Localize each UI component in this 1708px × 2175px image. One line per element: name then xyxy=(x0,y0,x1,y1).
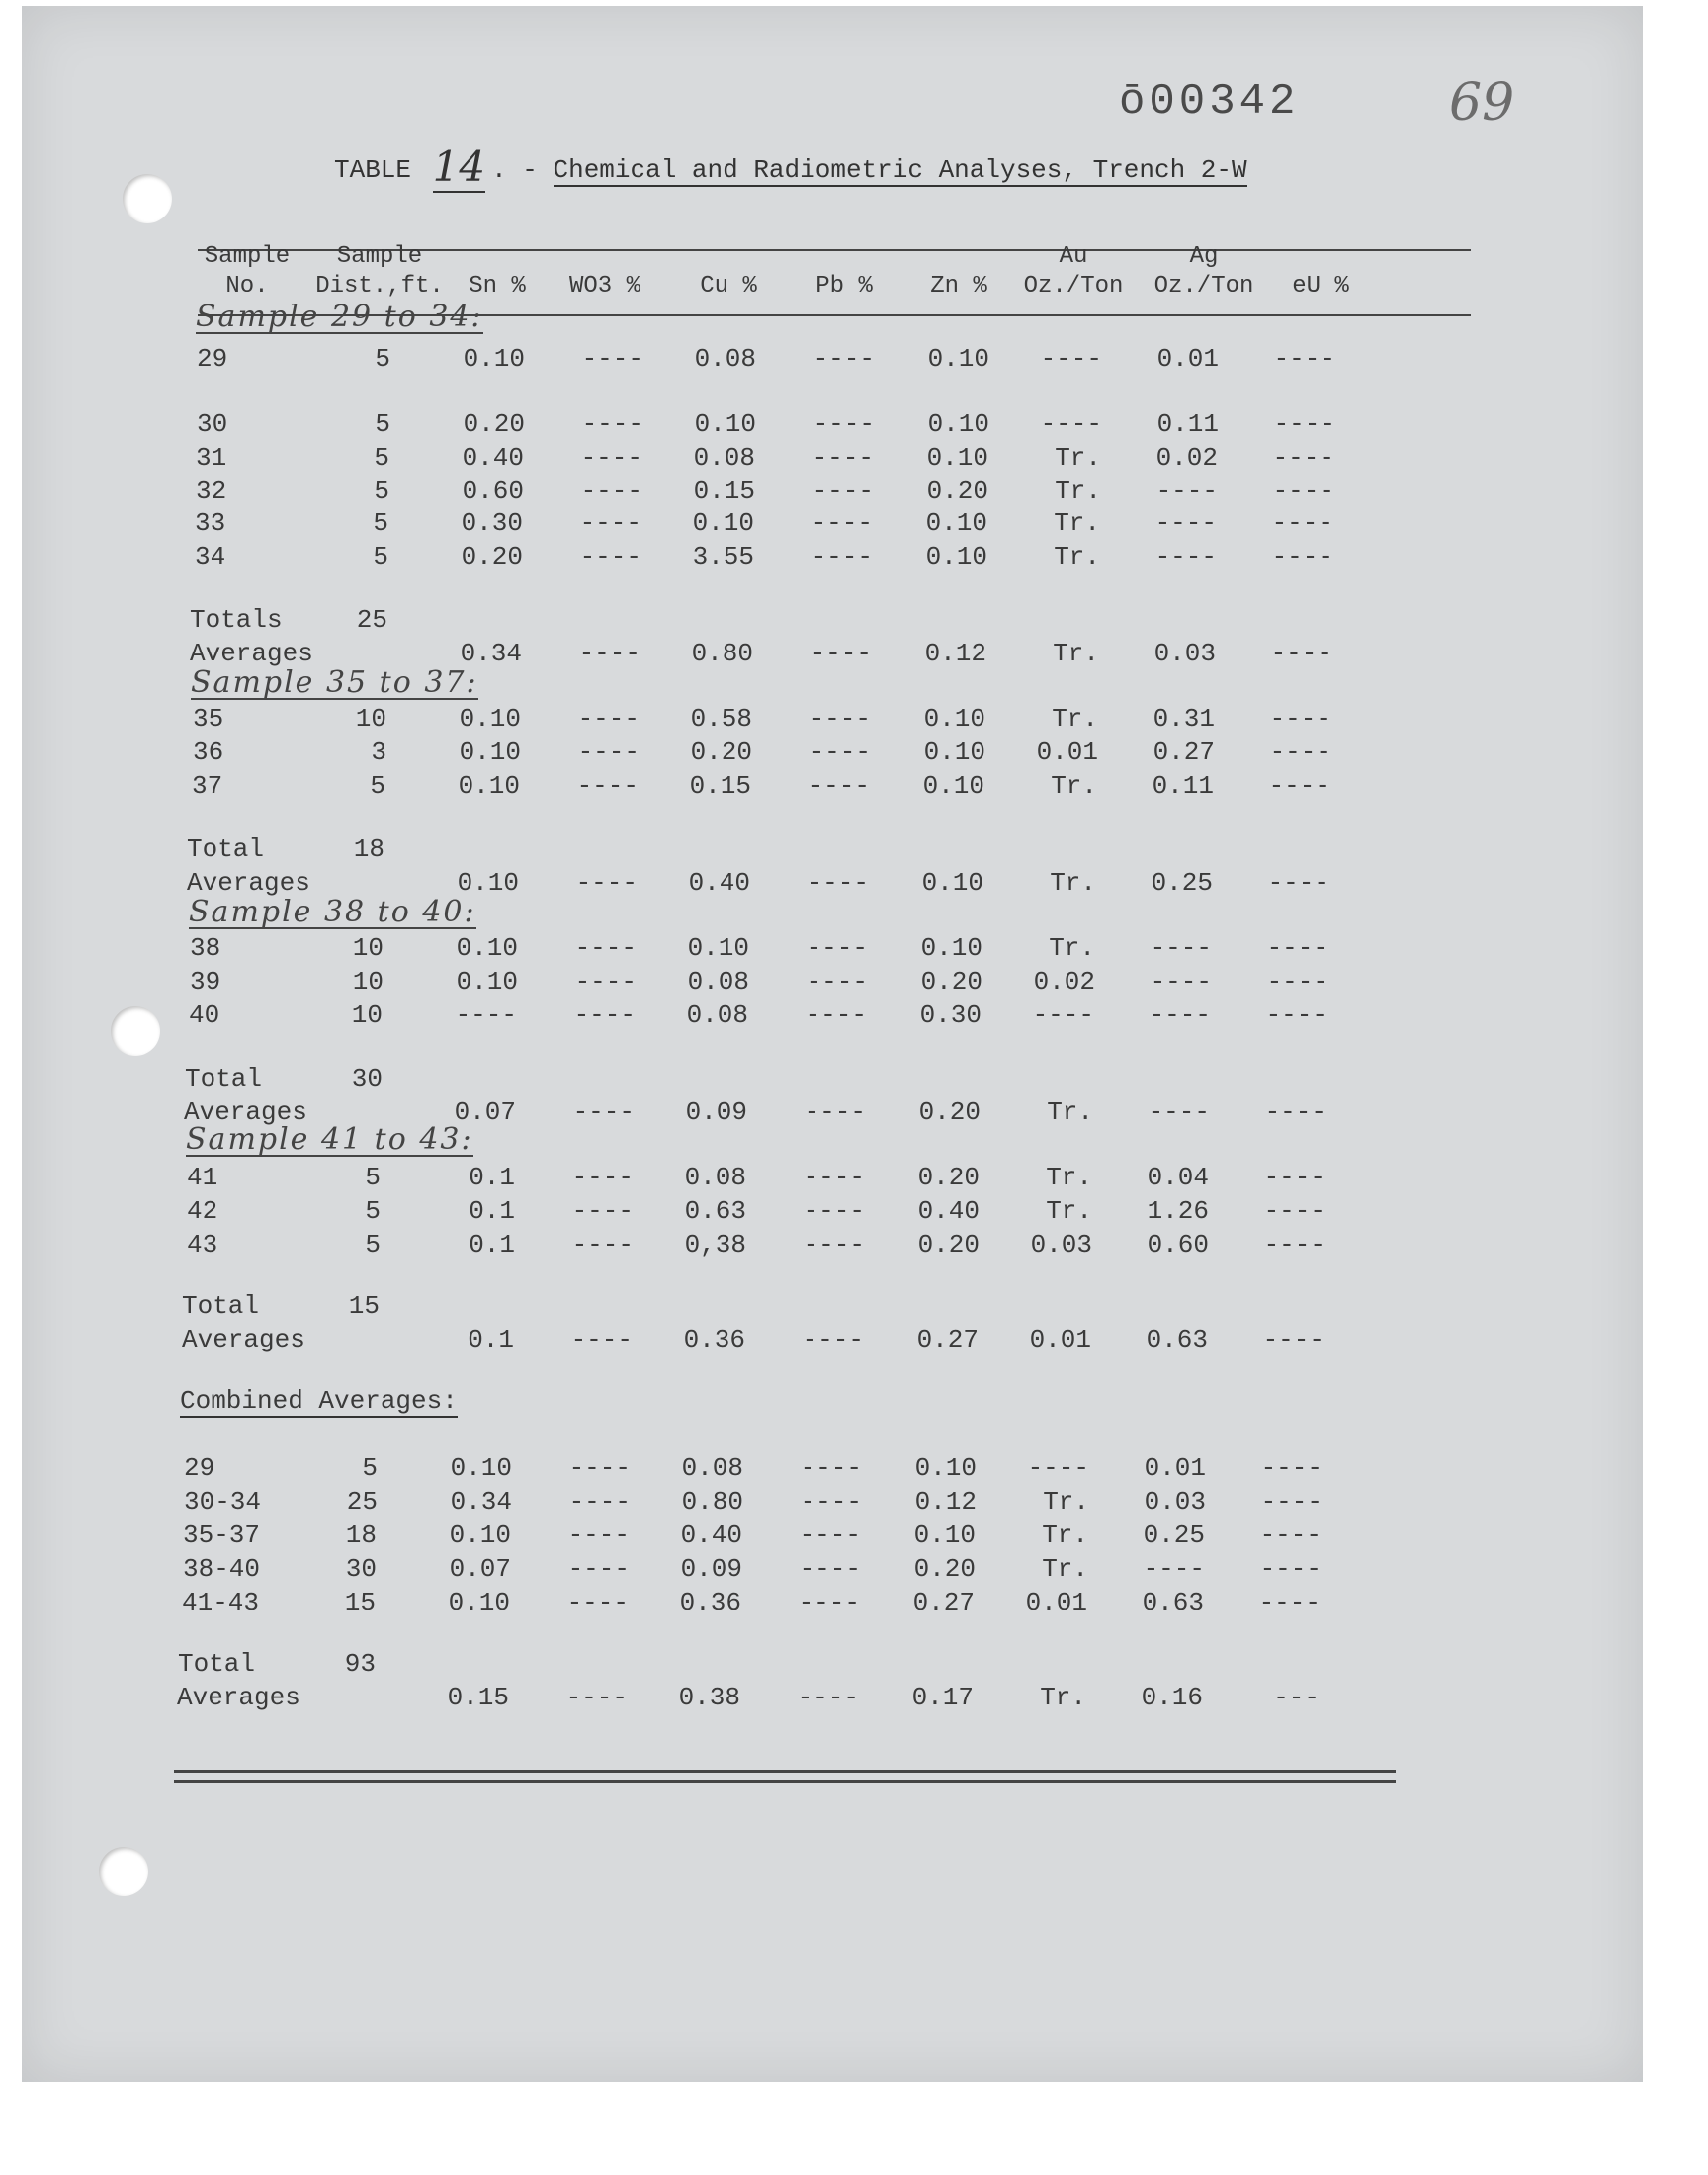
combined-row-cell: 18 xyxy=(345,1521,377,1550)
table-row-cell: 43 xyxy=(187,1230,218,1260)
average-cell: ---- xyxy=(1267,868,1329,898)
table-row-cell: ---- xyxy=(1266,933,1328,963)
average-cell: 0.38 xyxy=(678,1683,740,1712)
table-row-cell: 5 xyxy=(365,1196,381,1226)
table-row-cell: 0.08 xyxy=(693,443,755,473)
averages-label: Averages xyxy=(184,1097,307,1127)
table-row-cell: 0.20 xyxy=(926,477,988,506)
table-row-cell: 0.08 xyxy=(687,967,749,997)
average-cell: ---- xyxy=(1262,1325,1324,1354)
combined-row-cell: ---- xyxy=(567,1521,630,1550)
table-row-cell: ---- xyxy=(580,477,642,506)
table-row-cell: 10 xyxy=(352,933,384,963)
average-cell: ---- xyxy=(565,1683,628,1712)
combined-row-cell: 0.80 xyxy=(681,1487,743,1517)
table-number: 14 xyxy=(432,142,486,191)
table-row-cell: 0.10 xyxy=(922,771,984,801)
table-row-cell: 0.10 xyxy=(923,704,985,734)
table-row-cell: 32 xyxy=(196,477,227,506)
combined-row-cell: 0.10 xyxy=(450,1453,512,1483)
combined-row-cell: 0.03 xyxy=(1144,1487,1206,1517)
combined-row-cell: ---- xyxy=(1259,1554,1322,1584)
average-cell: ---- xyxy=(802,1325,864,1354)
average-cell: ---- xyxy=(804,1097,866,1127)
table-row-cell: 0.20 xyxy=(690,738,752,767)
combined-row-cell: 0.10 xyxy=(449,1521,511,1550)
average-cell: 0.10 xyxy=(457,868,519,898)
sample-group-heading: Sample 41 to 43: xyxy=(186,1122,473,1157)
table-row-cell: ---- xyxy=(1149,1000,1211,1030)
combined-row-cell: 0.09 xyxy=(680,1554,742,1584)
table-row-cell: ---- xyxy=(1263,1196,1325,1226)
combined-row-cell: ---- xyxy=(568,1487,631,1517)
combined-row-cell: 0.40 xyxy=(680,1521,742,1550)
table-row-cell: 0.10 xyxy=(687,933,749,963)
combined-row-cell: 0.01 xyxy=(1025,1588,1087,1617)
table-row-cell: ---- xyxy=(1273,409,1335,439)
average-cell: 0.34 xyxy=(460,639,522,668)
table-end-rule-1 xyxy=(174,1770,1396,1773)
combined-row-cell: ---- xyxy=(800,1487,862,1517)
table-row-cell: 0.20 xyxy=(463,409,525,439)
table-row-cell: ---- xyxy=(812,409,875,439)
table-row-cell: 40 xyxy=(189,1000,220,1030)
table-row-cell: ---- xyxy=(1266,967,1328,997)
table-row-cell: ---- xyxy=(581,344,643,374)
table-row-cell: 0.10 xyxy=(456,967,518,997)
combined-averages-heading: Combined Averages: xyxy=(180,1386,458,1416)
column-header-line1: Ag xyxy=(1189,243,1219,270)
combined-row-cell: 0.10 xyxy=(913,1521,976,1550)
table-row-cell: ---- xyxy=(455,1000,517,1030)
table-row-cell: 0.40 xyxy=(917,1196,980,1226)
table-row-cell: ---- xyxy=(811,508,873,538)
table-row-cell: 29 xyxy=(197,344,228,374)
table-row-cell: 31 xyxy=(196,443,227,473)
table-row-cell: 0.10 xyxy=(925,542,987,571)
average-cell: 0.01 xyxy=(1029,1325,1091,1354)
column-header-line1: Au xyxy=(1059,243,1088,270)
average-cell: 0.63 xyxy=(1146,1325,1208,1354)
combined-row-cell: 0.10 xyxy=(914,1453,977,1483)
average-cell: 0.36 xyxy=(683,1325,745,1354)
average-cell: ---- xyxy=(1264,1097,1326,1127)
total-value: 30 xyxy=(351,1064,383,1093)
average-cell: Tr. xyxy=(1047,1097,1093,1127)
table-row-cell: ---- xyxy=(1271,542,1333,571)
combined-row-cell: 35-37 xyxy=(183,1521,261,1550)
average-cell: 0.07 xyxy=(454,1097,516,1127)
total-value: 18 xyxy=(353,834,384,864)
table-row-cell: 0.58 xyxy=(690,704,752,734)
table-row-cell: ---- xyxy=(1272,477,1334,506)
table-row-cell: ---- xyxy=(811,443,874,473)
table-row-cell: 0.11 xyxy=(1152,771,1214,801)
combined-row-cell: ---- xyxy=(1259,1521,1322,1550)
combined-row-cell: ---- xyxy=(1027,1453,1089,1483)
table-row-cell: ---- xyxy=(1272,443,1334,473)
combined-row-cell: ---- xyxy=(1260,1453,1323,1483)
table-row-cell: 0.11 xyxy=(1156,409,1219,439)
table-row-cell: 0.10 xyxy=(925,508,987,538)
average-cell: ---- xyxy=(575,868,638,898)
table-row-cell: 5 xyxy=(374,443,389,473)
table-row-cell: 0.30 xyxy=(919,1000,982,1030)
table-row-cell: 0.03 xyxy=(1030,1230,1092,1260)
column-header-line2: Sn % xyxy=(469,273,526,300)
table-row-cell: ---- xyxy=(805,1000,867,1030)
table-row-cell: 0.60 xyxy=(1147,1230,1209,1260)
combined-row-cell: 0.25 xyxy=(1143,1521,1205,1550)
table-row-cell: Tr. xyxy=(1054,508,1100,538)
sample-group-heading: Sample 35 to 37: xyxy=(191,665,478,700)
table-row-cell: 0.63 xyxy=(684,1196,746,1226)
combined-row-cell: ---- xyxy=(798,1588,860,1617)
table-row-cell: 0.01 xyxy=(1156,344,1219,374)
average-cell: ---- xyxy=(578,639,640,668)
combined-row-cell: 0.08 xyxy=(681,1453,743,1483)
table-row-cell: ---- xyxy=(1268,771,1330,801)
table-row-cell: ---- xyxy=(1150,933,1212,963)
table-row-cell: 42 xyxy=(187,1196,218,1226)
table-row-cell: ---- xyxy=(809,704,871,734)
table-title-text: Chemical and Radiometric Analyses, Trench 2-W xyxy=(553,155,1247,185)
table-row-cell: ---- xyxy=(1040,344,1102,374)
column-header-line2: Dist.,ft. xyxy=(315,273,444,300)
scan-margin xyxy=(0,2084,1708,2175)
average-cell: Tr. xyxy=(1050,868,1096,898)
table-row-cell: ---- xyxy=(811,542,873,571)
table-row-cell: ---- xyxy=(579,508,641,538)
table-row-cell: 0.40 xyxy=(462,443,524,473)
table-row-cell: 10 xyxy=(355,704,386,734)
combined-row-cell: 0.63 xyxy=(1142,1588,1204,1617)
combined-row-cell: 25 xyxy=(346,1487,378,1517)
table-row-cell: 10 xyxy=(352,967,384,997)
table-row-cell: ---- xyxy=(1271,508,1333,538)
table-row-cell: ---- xyxy=(803,1196,865,1226)
combined-row-cell: 0.27 xyxy=(912,1588,975,1617)
average-cell: ---- xyxy=(1148,1097,1210,1127)
table-row-cell: 5 xyxy=(365,1230,381,1260)
average-cell: Tr. xyxy=(1040,1683,1086,1712)
combined-total-value: 93 xyxy=(344,1649,376,1679)
table-row-cell: 0.10 xyxy=(927,409,989,439)
averages-label: Averages xyxy=(182,1325,305,1354)
table-row-cell: Tr. xyxy=(1052,704,1098,734)
table-row-cell: 0.20 xyxy=(461,542,523,571)
punch-hole-middle xyxy=(111,1006,160,1056)
table-row-cell: 0.30 xyxy=(461,508,523,538)
table-row-cell: 1.26 xyxy=(1147,1196,1209,1226)
average-cell: 0.25 xyxy=(1151,868,1213,898)
table-row-cell: Tr. xyxy=(1046,1196,1092,1226)
table-row-cell: ---- xyxy=(1154,508,1217,538)
total-value: 25 xyxy=(356,605,387,635)
combined-row-cell: ---- xyxy=(566,1588,629,1617)
table-row-cell: 3.55 xyxy=(692,542,754,571)
combined-row-cell: 15 xyxy=(344,1588,376,1617)
combined-row-cell: 0.07 xyxy=(449,1554,511,1584)
table-row-cell: ---- xyxy=(574,933,637,963)
table-row-cell: Tr. xyxy=(1054,542,1100,571)
table-title xyxy=(334,142,1247,193)
total-label: Totals xyxy=(190,605,283,635)
average-cell: ---- xyxy=(570,1325,633,1354)
table-row-cell: Tr. xyxy=(1051,771,1097,801)
table-row-cell: 0.10 xyxy=(694,409,756,439)
table-row-cell: 30 xyxy=(197,409,228,439)
table-row-cell: ---- xyxy=(1155,477,1218,506)
sample-group-heading: Sample 29 to 34: xyxy=(196,300,483,334)
table-row-cell: Tr. xyxy=(1055,477,1101,506)
combined-row-cell: ---- xyxy=(568,1453,631,1483)
table-row-cell: 0.10 xyxy=(920,933,982,963)
average-cell: 0.09 xyxy=(685,1097,747,1127)
table-row-cell: ---- xyxy=(1154,542,1217,571)
column-header-line2: Pb % xyxy=(815,273,873,300)
table-row-cell: ---- xyxy=(1269,738,1331,767)
averages-label: Averages xyxy=(190,639,313,668)
table-row-cell: 0.10 xyxy=(459,704,521,734)
combined-row-cell: 0.34 xyxy=(450,1487,512,1517)
column-header-line1: Sample xyxy=(336,243,423,270)
combined-row-cell: 0.36 xyxy=(679,1588,741,1617)
table-row-cell: 0,38 xyxy=(684,1230,746,1260)
table-row-cell: 5 xyxy=(373,508,388,538)
table-row-cell: 37 xyxy=(192,771,223,801)
table-row-cell: 5 xyxy=(373,542,388,571)
table-title-separator: . - xyxy=(491,155,538,185)
table-row-cell: ---- xyxy=(571,1163,634,1192)
total-label: Total xyxy=(182,1291,260,1321)
table-row-cell: ---- xyxy=(806,967,868,997)
combined-row-cell: 29 xyxy=(184,1453,215,1483)
table-row-cell: 36 xyxy=(193,738,224,767)
column-header-line1: Sample xyxy=(204,243,291,270)
table-row-cell: 0.27 xyxy=(1153,738,1215,767)
combined-row-cell: 0.01 xyxy=(1144,1453,1206,1483)
average-cell: 0.20 xyxy=(918,1097,981,1127)
combined-row-cell: 30 xyxy=(345,1554,377,1584)
table-row-cell: 5 xyxy=(375,409,390,439)
table-row-cell: 0.10 xyxy=(923,738,985,767)
combined-row-cell: 30-34 xyxy=(184,1487,262,1517)
table-row-cell: 0.08 xyxy=(686,1000,748,1030)
average-cell: ---- xyxy=(810,639,872,668)
averages-label: Averages xyxy=(187,868,310,898)
table-row-cell: Tr. xyxy=(1049,933,1095,963)
average-cell: 0.12 xyxy=(924,639,986,668)
table-row-cell: 33 xyxy=(195,508,226,538)
column-header-line2: Oz./Ton xyxy=(1023,273,1124,300)
combined-row-cell: ---- xyxy=(1260,1487,1323,1517)
average-cell: ---- xyxy=(797,1683,859,1712)
table-row-cell: 34 xyxy=(195,542,226,571)
average-cell: --- xyxy=(1273,1683,1320,1712)
combined-row-cell: 41-43 xyxy=(182,1588,260,1617)
average-cell: Tr. xyxy=(1053,639,1099,668)
column-header-line2: eU % xyxy=(1292,273,1349,300)
table-row-cell: 39 xyxy=(190,967,221,997)
column-header-line2: No. xyxy=(225,273,269,300)
table-row-cell: ---- xyxy=(808,771,870,801)
table-row-cell: 0.20 xyxy=(920,967,982,997)
table-row-cell: 0.10 xyxy=(927,344,989,374)
table-row-cell: ---- xyxy=(579,542,641,571)
combined-row-cell: Tr. xyxy=(1042,1554,1088,1584)
table-row-cell: 41 xyxy=(187,1163,218,1192)
table-row-cell: 0.10 xyxy=(692,508,754,538)
table-row-cell: 0.20 xyxy=(917,1163,980,1192)
combined-row-cell: 0.20 xyxy=(913,1554,976,1584)
table-row-cell: ---- xyxy=(806,933,868,963)
total-value: 15 xyxy=(348,1291,380,1321)
column-header-line2: Cu % xyxy=(700,273,757,300)
combined-row-cell: 5 xyxy=(362,1453,378,1483)
combined-row-cell: ---- xyxy=(800,1453,862,1483)
table-row-cell: 0.15 xyxy=(689,771,751,801)
table-end-rule-2 xyxy=(174,1780,1396,1783)
combined-row-cell: ---- xyxy=(567,1554,630,1584)
table-row-cell: 3 xyxy=(371,738,386,767)
average-cell: 0.10 xyxy=(921,868,983,898)
average-cell: 0.27 xyxy=(916,1325,979,1354)
punch-hole-bottom xyxy=(99,1847,148,1896)
table-row-cell: 0.60 xyxy=(462,477,524,506)
table-row-cell: 0.10 xyxy=(463,344,525,374)
table-row-cell: 0.1 xyxy=(469,1196,515,1226)
combined-averages-label: Averages xyxy=(177,1683,300,1712)
table-row-cell: ---- xyxy=(1032,1000,1094,1030)
column-header-line2: Oz./Ton xyxy=(1153,273,1254,300)
combined-row-cell: 38-40 xyxy=(183,1554,261,1584)
average-cell: 0.80 xyxy=(691,639,753,668)
average-cell: ---- xyxy=(572,1097,635,1127)
table-row-cell: ---- xyxy=(577,738,640,767)
punch-hole-top xyxy=(123,174,172,223)
table-row-cell: 38 xyxy=(190,933,221,963)
column-header-line2: Zn % xyxy=(930,273,987,300)
table-row-cell: Tr. xyxy=(1055,443,1101,473)
table-row-cell: ---- xyxy=(576,771,639,801)
table-row-cell: 0.20 xyxy=(917,1230,980,1260)
table-row-cell: ---- xyxy=(1273,344,1335,374)
table-row-cell: ---- xyxy=(809,738,871,767)
table-row-cell: ---- xyxy=(571,1196,634,1226)
average-cell: 0.40 xyxy=(688,868,750,898)
average-cell: 0.15 xyxy=(447,1683,509,1712)
table-row-cell: ---- xyxy=(1040,409,1102,439)
table-row-cell: 5 xyxy=(370,771,385,801)
table-row-cell: 0.04 xyxy=(1147,1163,1209,1192)
table-row-cell: Tr. xyxy=(1046,1163,1092,1192)
average-cell: ---- xyxy=(1270,639,1332,668)
document-number: ō00342 xyxy=(1119,77,1300,127)
table-row-cell: ---- xyxy=(581,409,643,439)
page-number: 69 xyxy=(1449,73,1515,132)
average-cell: 0.16 xyxy=(1141,1683,1203,1712)
table-row-cell: ---- xyxy=(1265,1000,1327,1030)
table-row-cell: 0.08 xyxy=(694,344,756,374)
average-cell: ---- xyxy=(807,868,869,898)
column-header-line2: WO3 % xyxy=(568,273,640,300)
table-title-prefix: TABLE xyxy=(334,155,412,185)
table-row-cell: 0.08 xyxy=(684,1163,746,1192)
combined-row-cell: ---- xyxy=(1258,1588,1321,1617)
combined-row-cell: 0.12 xyxy=(914,1487,977,1517)
table-row-cell: 0.10 xyxy=(456,933,518,963)
combined-row-cell: Tr. xyxy=(1043,1487,1089,1517)
combined-row-cell: ---- xyxy=(799,1521,861,1550)
combined-row-cell: Tr. xyxy=(1042,1521,1088,1550)
table-row-cell: ---- xyxy=(1269,704,1331,734)
table-row-cell: ---- xyxy=(573,1000,636,1030)
table-row-cell: 0.02 xyxy=(1155,443,1218,473)
table-row-cell: ---- xyxy=(1263,1230,1325,1260)
table-row-cell: ---- xyxy=(574,967,637,997)
table-row-cell: 35 xyxy=(193,704,224,734)
table-row-cell: 5 xyxy=(374,477,389,506)
table-row-cell: 5 xyxy=(375,344,390,374)
average-cell: 0.1 xyxy=(468,1325,514,1354)
table-row-cell: ---- xyxy=(812,344,875,374)
table-row-cell: ---- xyxy=(803,1163,865,1192)
combined-total-label: Total xyxy=(178,1649,256,1679)
table-row-cell: 0.10 xyxy=(459,738,521,767)
table-row-cell: ---- xyxy=(580,443,642,473)
combined-row-cell: ---- xyxy=(799,1554,861,1584)
table-row-cell: ---- xyxy=(577,704,640,734)
table-row-cell: 0.1 xyxy=(469,1163,515,1192)
table-row-cell: 0.01 xyxy=(1036,738,1098,767)
sample-group-heading: Sample 38 to 40: xyxy=(189,895,476,929)
table-row-cell: ---- xyxy=(1150,967,1212,997)
table-row-cell: 0.10 xyxy=(926,443,988,473)
total-label: Total xyxy=(187,834,265,864)
table-row-cell: ---- xyxy=(811,477,874,506)
table-row-cell: 0.15 xyxy=(693,477,755,506)
total-label: Total xyxy=(185,1064,263,1093)
table-row-cell: 5 xyxy=(365,1163,381,1192)
average-cell: 0.17 xyxy=(911,1683,974,1712)
combined-row-cell: 0.10 xyxy=(448,1588,510,1617)
table-row-cell: 0.10 xyxy=(458,771,520,801)
table-row-cell: ---- xyxy=(803,1230,865,1260)
table-row-cell: 0.31 xyxy=(1153,704,1215,734)
table-row-cell: 0.1 xyxy=(469,1230,515,1260)
table-row-cell: 0.02 xyxy=(1033,967,1095,997)
table-row-cell: ---- xyxy=(1263,1163,1325,1192)
table-row-cell: 10 xyxy=(351,1000,383,1030)
average-cell: 0.03 xyxy=(1153,639,1216,668)
combined-row-cell: ---- xyxy=(1143,1554,1205,1584)
table-row-cell: ---- xyxy=(571,1230,634,1260)
